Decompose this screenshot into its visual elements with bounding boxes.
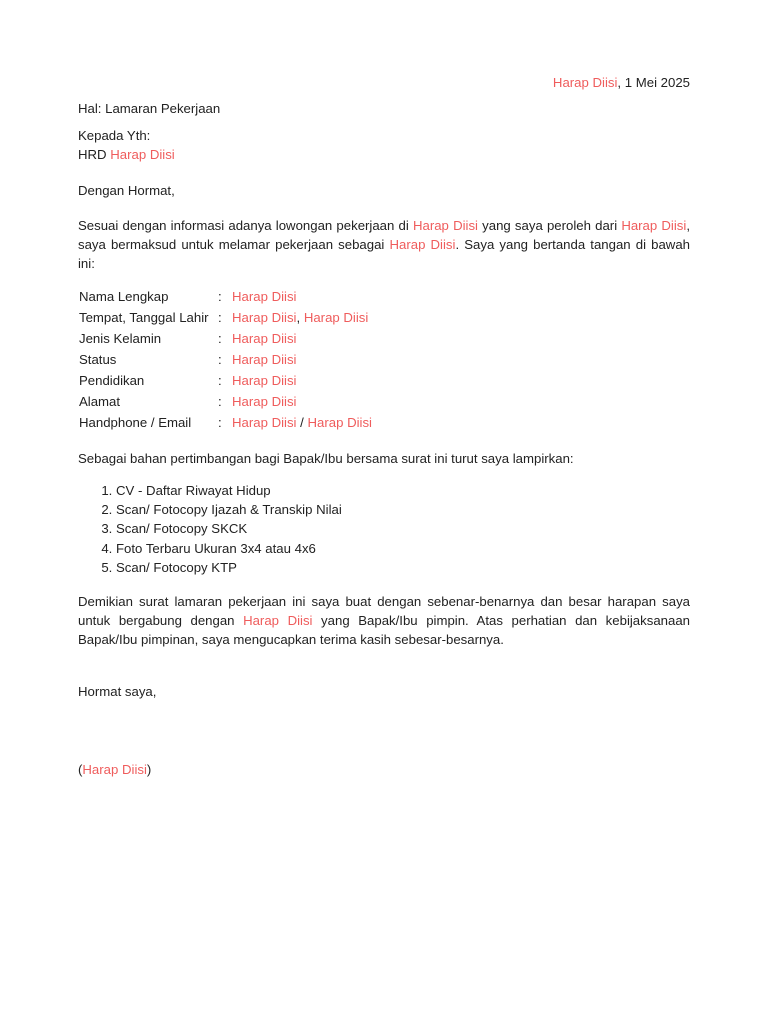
identity-row (79, 350, 372, 371)
identity-colon: : (218, 331, 222, 346)
identity-label: Pendidikan (79, 373, 145, 388)
recipient-block (78, 126, 690, 164)
greeting: Dengan Hormat, (78, 183, 175, 198)
signature-placeholder: Harap Diisi (82, 761, 147, 777)
birthplace-placeholder: Harap Diisi (232, 310, 297, 325)
identity-row (79, 287, 372, 308)
signature-open-paren: ( (78, 761, 83, 777)
recipient-prefix: HRD (78, 147, 111, 162)
value-separator: , (296, 310, 304, 325)
birthdate-placeholder: Harap Diisi (303, 310, 369, 325)
identity-value (232, 308, 372, 329)
gender-placeholder: Harap Diisi (232, 331, 297, 346)
identity-label: Status (79, 352, 117, 367)
identity-colon: : (218, 394, 222, 409)
company-placeholder: Harap Diisi (110, 147, 175, 162)
identity-row (79, 413, 372, 434)
date-line (78, 73, 690, 92)
identity-value (232, 287, 372, 308)
status-placeholder: Harap Diisi (232, 352, 297, 367)
signature-space (78, 701, 690, 760)
vacancy-company-placeholder: Harap Diisi (412, 218, 478, 233)
list-item: 2. Scan/ Fotocopy Ijazah & Transkip Nilai (116, 500, 690, 519)
identity-row (79, 371, 372, 392)
recipient-salutation: Kepada Yth: (78, 128, 151, 143)
letter-date: , 1 Mei 2025 (617, 75, 690, 90)
letter-page (78, 73, 690, 779)
identity-row (79, 308, 372, 329)
list-item: 3. Scan/ Fotocopy SKCK (116, 519, 690, 538)
identity-label: Jenis Kelamin (79, 331, 162, 346)
identity-value (232, 329, 372, 350)
identity-label: Handphone / Email (79, 415, 192, 430)
target-company-placeholder: Harap Diisi (243, 612, 313, 628)
position-placeholder: Harap Diisi (389, 237, 456, 252)
identity-colon: : (218, 373, 222, 388)
address-placeholder: Harap Diisi (232, 394, 297, 409)
list-item: 5. Scan/ Fotocopy KTP (116, 558, 690, 577)
identity-colon: : (218, 352, 222, 367)
identity-colon: : (218, 310, 222, 325)
identity-row (79, 329, 372, 350)
list-item: 4. Foto Terbaru Ukuran 3x4 atau 4x6 (116, 539, 690, 558)
signature-close-paren: ) (146, 761, 152, 777)
identity-colon: : (218, 289, 222, 304)
identity-value (232, 371, 372, 392)
phone-placeholder: Harap Diisi (232, 415, 297, 430)
recipient-name (78, 145, 690, 164)
closing-text-2: yang Bapak/Ibu pimpin. Atas perhatian dan kebijaksanaan Bapak/Ibu pimpinan, saya mengucapkan terima kasih sebesar-besarnya. (78, 612, 690, 647)
city-placeholder: Harap Diisi (552, 75, 618, 90)
intro-text-4: . Saya yang bertanda tangan di bawah ini: (78, 237, 690, 271)
email-placeholder: Harap Diisi (307, 415, 372, 430)
identity-label: Alamat (79, 394, 121, 409)
intro-paragraph (78, 216, 690, 273)
intro-text-3: , saya bermaksud untuk melamar pekerjaan sebagai (78, 218, 690, 252)
intro-text-1: Sesuai dengan informasi adanya lowongan pekerjaan di (78, 218, 413, 233)
letter-subject: Hal: Lamaran Pekerjaan (78, 101, 221, 116)
attachments-intro: Sebagai bahan pertimbangan bagi Bapak/Ibu bersama surat ini turut saya lampirkan: (78, 451, 574, 466)
sign-off: Hormat saya, (78, 683, 157, 699)
attachments-list (78, 481, 690, 577)
education-placeholder: Harap Diisi (232, 373, 297, 388)
identity-row (79, 392, 372, 413)
closing-paragraph (78, 592, 690, 649)
identity-table (79, 287, 372, 434)
value-separator: / (296, 415, 308, 430)
identity-colon: : (218, 415, 222, 430)
name-placeholder: Harap Diisi (232, 289, 297, 304)
signature-name (78, 760, 690, 779)
list-item: 1. CV - Daftar Riwayat Hidup (116, 481, 690, 500)
identity-value (232, 392, 372, 413)
identity-label: Tempat, Tanggal Lahir (79, 310, 209, 325)
identity-label: Nama Lengkap (79, 289, 169, 304)
identity-value (232, 350, 372, 371)
intro-text-2: yang saya peroleh dari (477, 218, 622, 233)
identity-value (232, 413, 372, 434)
closing-text-1: Demikian surat lamaran pekerjaan ini saya buat dengan sebenar-benarnya dan besar harapan saya untuk bergabung dengan (78, 593, 690, 628)
vacancy-source-placeholder: Harap Diisi (621, 218, 687, 233)
